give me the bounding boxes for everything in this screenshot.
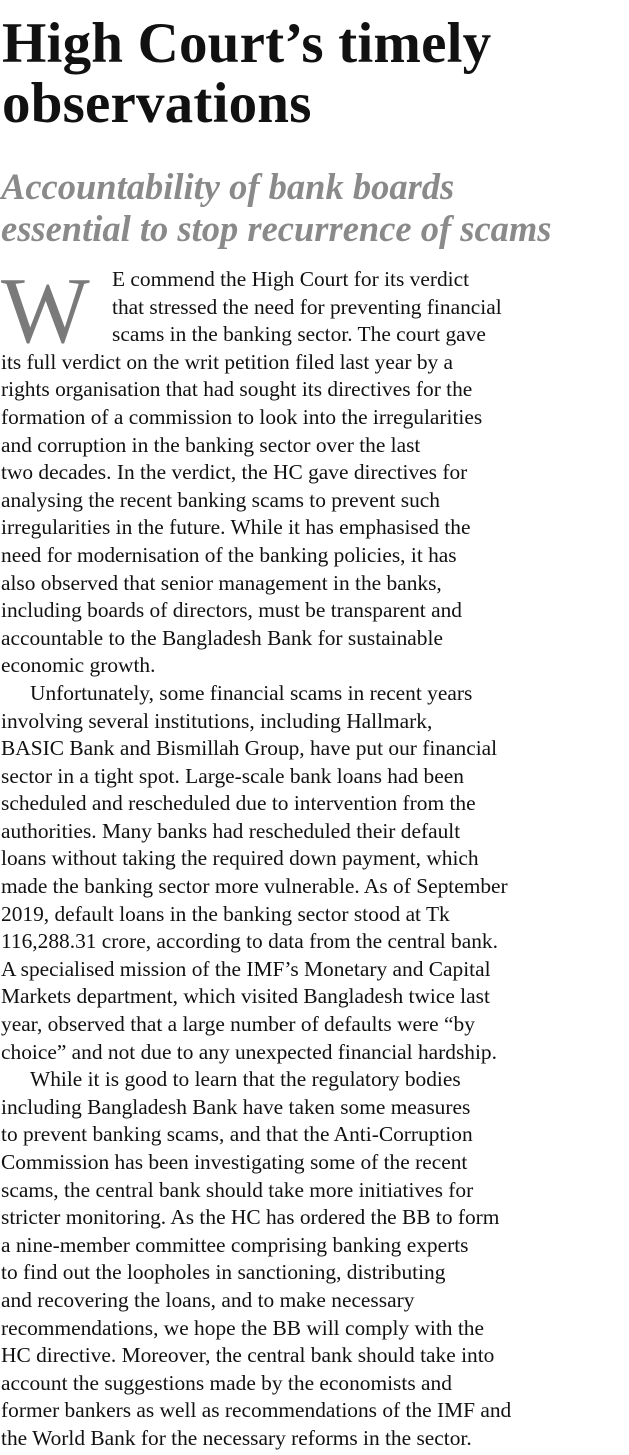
body-line: and recovering the loans, and to make necessary [1,1287,415,1312]
body-line: two decades. In the verdict, the HC gave directives for [1,460,468,485]
body-line: scheduled and rescheduled due to intervention from the [1,791,476,816]
drop-cap: W [1,259,90,363]
body-line: also observed that senior management in the banks, [1,570,442,595]
body-line: accountable to the Bangladesh Bank for sustainable [1,625,443,650]
body-line: loans without taking the required down payment, which [1,846,479,871]
body-line: A specialised mission of the IMF’s Monetary and Capital [1,956,491,981]
body-line: need for modernisation of the banking policies, it has [1,542,457,567]
headline-line: observations [2,72,312,135]
body-line: former bankers as well as recommendations of the IMF and [1,1398,512,1423]
body-line: analysing the recent banking scams to prevent such [1,487,440,512]
body-line: Unfortunately, some financial scams in recent years [30,680,473,705]
article-body [1,259,628,1453]
body-line: E commend the High Court for its verdict [112,267,470,291]
body-line: scams, the central bank should take more initiatives for [1,1177,474,1202]
body-line: Commission has been investigating some of the recent [1,1150,468,1174]
body-line: involving several institutions, including Hallmark, [1,708,433,733]
body-line: Markets department, which visited Bangladesh twice last [1,984,490,1009]
body-line: a nine-member committee comprising banking experts [1,1232,469,1257]
headline-line: High Court’s timely [2,12,492,75]
body-line: choice” and not due to any unexpected financial hardship. [1,1039,497,1064]
body-line: rights organisation that had sought its directives for the [1,377,473,402]
body-line: made the banking sector more vulnerable. As of September [1,874,508,899]
body-line: including Bangladesh Bank have taken some measures [1,1094,471,1119]
body-line: and corruption in the banking sector over the last [1,432,421,457]
body-line: stricter monitoring. As the HC has ordered the BB to form [1,1205,500,1230]
body-line: year, observed that a large number of defaults were “by [1,1012,475,1037]
body-line: While it is good to learn that the regulatory bodies [30,1067,461,1092]
body-line: irregularities in the future. While it has emphasised the [1,515,471,540]
body-line: 116,288.31 crore, according to data from the central bank. [1,929,498,954]
body-line: formation of a commission to look into the irregularities [1,404,483,429]
subheadline-line: essential to stop recurrence of scams [1,208,552,249]
body-line: to prevent banking scams, and that the Anti-Corruption [1,1122,473,1147]
body-line: authorities. Many banks had rescheduled their default [1,818,461,843]
body-line: HC directive. Moreover, the central bank should take into [1,1343,495,1368]
body-line: that stressed the need for preventing financial [112,294,502,319]
headline [2,14,627,134]
subheadline-line: Accountability of bank boards [1,166,455,207]
body-line: the World Bank for the necessary reforms in the sector. [1,1425,472,1450]
subheadline [1,166,628,250]
body-line: scams in the banking sector. The court gave [112,322,486,347]
body-line: including boards of directors, must be transparent and [1,598,462,623]
body-line: BASIC Bank and Bismillah Group, have put our financial [1,736,498,761]
body-line: economic growth. [1,653,156,678]
body-line: recommendations, we hope the BB will comply with the [1,1315,484,1340]
body-line: account the suggestions made by the economists and [1,1370,452,1395]
body-line: to find out the loopholes in sanctioning, distributing [1,1260,446,1285]
body-line: its full verdict on the writ petition filed last year by a [1,349,454,374]
body-line: sector in a tight spot. Large-scale bank loans had been [1,763,464,788]
body-line: 2019, default loans in the banking sector stood at Tk [1,901,450,926]
